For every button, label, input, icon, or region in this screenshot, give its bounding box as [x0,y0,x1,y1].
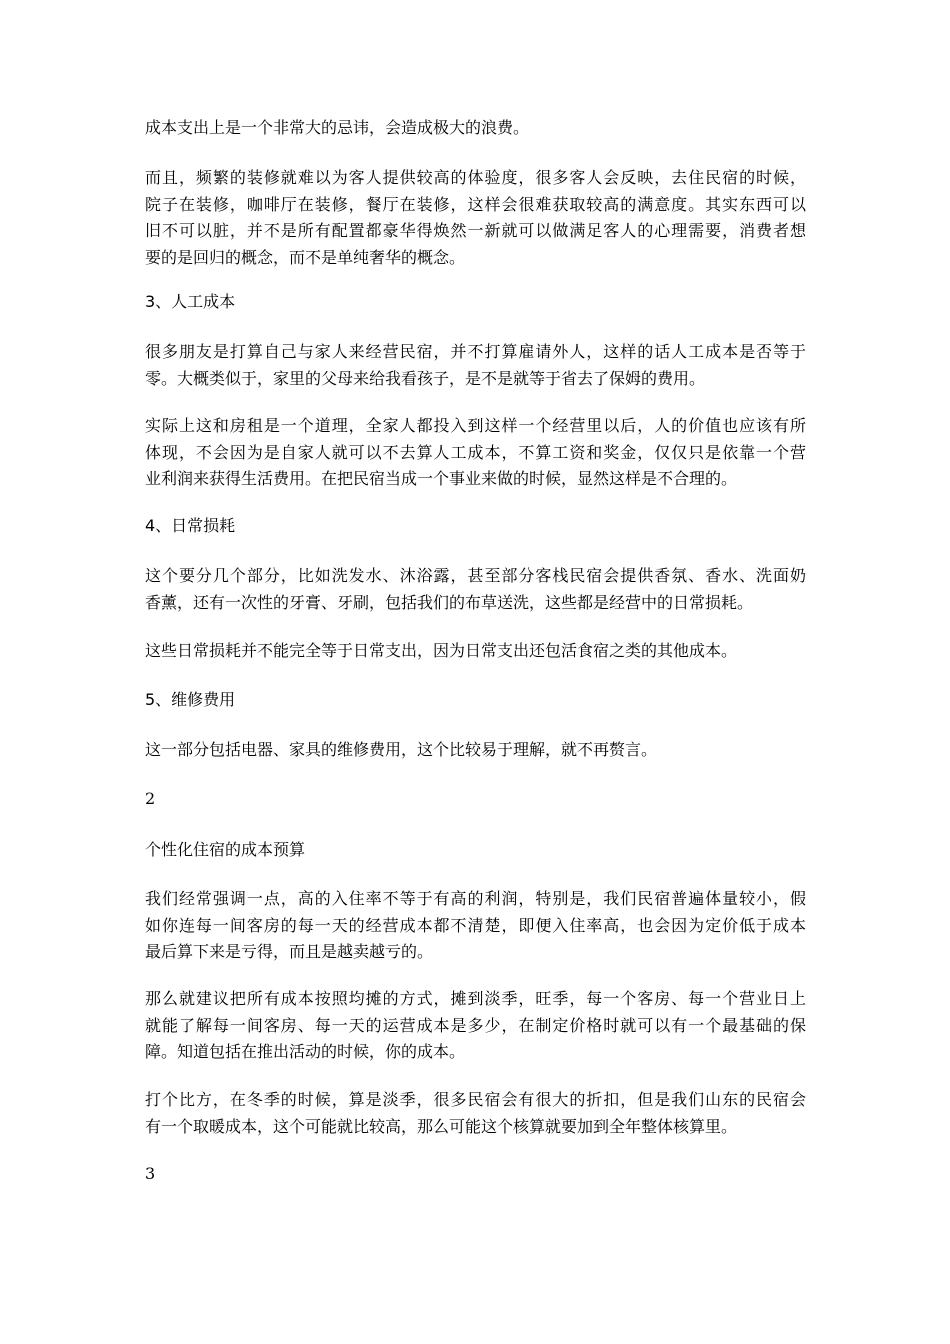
paragraph [145,1161,806,1188]
text-line: 这个要分几个部分，比如洗发水、沐浴露，甚至部分客栈民宿会提供香氛、香水、洗面奶 [145,566,806,585]
paragraph [145,687,806,714]
text-line: 障。知道包括在推出活动的时候，你的成本。 [145,1042,466,1061]
text-line: 而且，频繁的装修就难以为客人提供较高的体验度，很多客人会反映，去住民宿的时候， [145,168,806,187]
text-line: 有一个取暖成本，这个可能就比较高，那么可能这个核算就要加到全年整体核算里。 [145,1116,738,1136]
paragraph [145,413,806,493]
paragraph [145,1087,806,1140]
text-line: 个性化住宿的成本预算 [145,840,306,859]
paragraph [145,986,806,1066]
text-line: 香薰，还有一次性的牙膏、牙刷，包括我们的布草送洗，这些都是经营中的日常损耗。 [145,592,754,612]
paragraph [145,165,806,271]
text-line: 实际上这和房租是一个道理，全家人都投入到这样一个经营里以后，人的价值也应该有所 [145,416,806,435]
paragraph [145,513,806,540]
text-line: 就能了解每一间客房、每一天的运营成本是多少，在制定价格时就可以有一个最基础的保 [145,1015,806,1035]
text-line: 3、人工成本 [145,292,236,311]
text-line: 要的是回归的概念，而不是单纯奢华的概念。 [145,247,466,267]
text-line: 5、维修费用 [145,690,236,709]
text-line: 成本支出上是一个非常大的忌讳，会造成极大的浪费。 [145,118,530,137]
paragraph [145,638,806,665]
text-line: 这些日常损耗并不能完全等于日常支出，因为日常支出还包活食宿之类的其他成本。 [145,641,738,660]
paragraph [145,339,806,392]
paragraph [145,737,806,764]
text-line: 这一部分包括电器、家具的维修费用，这个比较易于理解，就不再赘言。 [145,740,658,759]
text-line: 4、日常损耗 [145,516,236,535]
text-line: 那么就建议把所有成本按照均摊的方式，摊到淡季，旺季，每一个客房、每一个营业日上 [145,989,806,1008]
paragraph [145,115,806,142]
paragraph [145,786,806,813]
text-line: 业利润来获得生活费用。在把民宿当成一个事业来做的时候，显然这样是不合理的。 [145,469,738,488]
text-line: 3 [145,1164,156,1183]
text-line: 打个比方，在冬季的时候，算是淡季，很多民宿会有很大的折扣，但是我们山东的民宿会 [145,1090,806,1109]
paragraph [145,837,806,864]
text-line: 体现，不会因为是自家人就可以不去算人工成本，不算工资和奖金，仅仅只是依靠一个营 [145,442,806,462]
text-line: 2 [145,789,156,808]
paragraph [145,289,806,316]
text-line: 我们经常强调一点，高的入住率不等于有高的利润，特别是，我们民宿普遍体量较小，假 [145,889,806,908]
text-line: 零。大概类似于，家里的父母来给我看孩子，是不是就等于省去了保姆的费用。 [145,368,706,388]
text-line: 最后算下来是亏得，而且是越卖越亏的。 [145,942,434,961]
text-line: 很多朋友是打算自己与家人来经营民宿，并不打算雇请外人，这样的话人工成本是否等于 [145,342,806,361]
text-line: 如你连每一间客房的每一天的经营成本都不清楚，即便入住率高，也会因为定价低于成本 [145,915,806,935]
text-line: 院子在装修，咖啡厅在装修，餐厅在装修，这样会很难获取较高的满意度。其实东西可以 [145,194,806,214]
text-line: 旧不可以脏，并不是所有配置都豪华得焕然一新就可以做满足客人的心理需要，消费者想 [145,221,806,240]
paragraph [145,563,806,616]
paragraph [145,886,806,966]
